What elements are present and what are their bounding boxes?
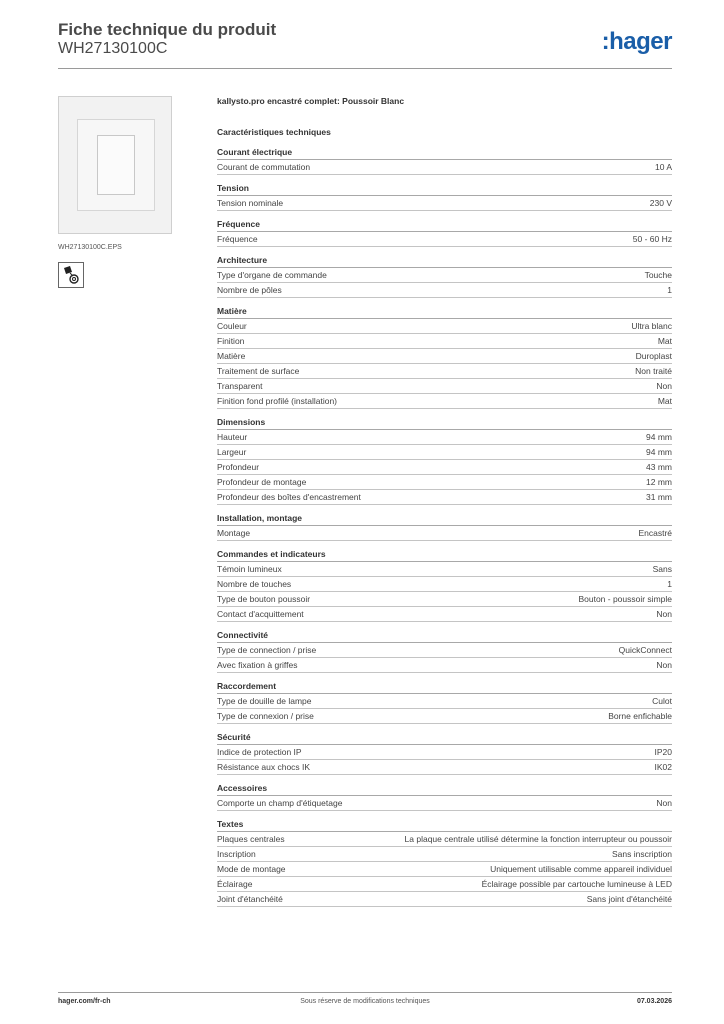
spec-group-title: Installation, montage <box>217 512 672 526</box>
spec-group-title: Matière <box>217 305 672 319</box>
spec-value: 230 V <box>649 198 672 208</box>
spec-row <box>217 349 672 364</box>
spec-group-title: Connectivité <box>217 629 672 643</box>
spec-row <box>217 562 672 577</box>
spec-row <box>217 160 672 175</box>
spec-group <box>217 548 672 622</box>
characteristics-heading: Caractéristiques techniques <box>217 127 331 137</box>
spec-value: Ultra blanc <box>631 321 672 331</box>
spec-label: Nombre de touches <box>217 579 292 589</box>
spec-group-title: Commandes et indicateurs <box>217 548 672 562</box>
spec-row <box>217 268 672 283</box>
spec-groups <box>217 146 672 907</box>
spec-row <box>217 709 672 724</box>
product-name: kallysto.pro encastré complet: Poussoir Blanc <box>217 96 405 106</box>
spec-group <box>217 782 672 811</box>
spec-row <box>217 643 672 658</box>
spec-row <box>217 892 672 907</box>
spec-group-title: Accessoires <box>217 782 672 796</box>
spec-row <box>217 526 672 541</box>
spec-value: Duroplast <box>635 351 672 361</box>
spec-row <box>217 694 672 709</box>
spec-value: IP20 <box>654 747 672 757</box>
spec-label: Tension nominale <box>217 198 284 208</box>
product-reference: WH27130100C <box>58 40 168 57</box>
spec-group-title: Textes <box>217 818 672 832</box>
spec-value: Bouton - poussoir simple <box>578 594 672 604</box>
spec-value: Uniquement utilisable comme appareil individuel <box>490 864 672 874</box>
spec-label: Contact d'acquittement <box>217 609 304 619</box>
spec-label: Type de connexion / prise <box>217 711 314 721</box>
spec-value: 94 mm <box>646 447 672 457</box>
spec-label: Couleur <box>217 321 247 331</box>
spec-value: Non <box>656 660 672 670</box>
footer-divider <box>58 992 672 993</box>
spec-row <box>217 760 672 775</box>
spec-label: Largeur <box>217 447 247 457</box>
spec-group <box>217 680 672 724</box>
spec-label: Hauteur <box>217 432 248 442</box>
spec-label: Courant de commutation <box>217 162 311 172</box>
spec-row <box>217 334 672 349</box>
spec-content <box>217 96 672 914</box>
spec-group <box>217 512 672 541</box>
spec-row <box>217 319 672 334</box>
spec-label: Témoin lumineux <box>217 564 282 574</box>
spec-value: Non traité <box>635 366 672 376</box>
spec-value: 1 <box>667 579 672 589</box>
spec-label: Résistance aux chocs IK <box>217 762 311 772</box>
spec-label: Type de connection / prise <box>217 645 317 655</box>
spec-label: Type d'organe de commande <box>217 270 327 280</box>
spec-row <box>217 577 672 592</box>
spec-label: Type de bouton poussoir <box>217 594 311 604</box>
spec-group <box>217 731 672 775</box>
spec-label: Avec fixation à griffes <box>217 660 298 670</box>
spec-value: Mat <box>657 396 672 406</box>
spec-label: Comporte un champ d'étiquetage <box>217 798 343 808</box>
spec-label: Plaques centrales <box>217 834 285 844</box>
spec-value: Mat <box>657 336 672 346</box>
spec-row <box>217 364 672 379</box>
spec-row <box>217 745 672 760</box>
spec-value: 94 mm <box>646 432 672 442</box>
spec-value: 43 mm <box>646 462 672 472</box>
spec-label: Profondeur de montage <box>217 477 307 487</box>
spec-value: Sans inscription <box>611 849 672 859</box>
spec-group <box>217 218 672 247</box>
spec-group-title: Tension <box>217 182 672 196</box>
spec-value: Encastré <box>638 528 672 538</box>
spec-label: Nombre de pôles <box>217 285 282 295</box>
spec-value: Culot <box>652 696 672 706</box>
spec-label: Montage <box>217 528 251 538</box>
spec-label: Indice de protection IP <box>217 747 302 757</box>
switch-rocker <box>97 135 135 195</box>
spec-value: Non <box>656 609 672 619</box>
footer-notice: Sous réserve de modifications techniques <box>300 998 430 1005</box>
spec-label: Profondeur des boîtes d'encastrement <box>217 492 361 502</box>
spec-label: Finition <box>217 336 245 346</box>
spec-value: QuickConnect <box>618 645 672 655</box>
spec-row <box>217 592 672 607</box>
spec-group-title: Fréquence <box>217 218 672 232</box>
spec-row <box>217 475 672 490</box>
spec-row <box>217 490 672 505</box>
spec-row <box>217 445 672 460</box>
spec-label: Type de douille de lampe <box>217 696 312 706</box>
spec-row <box>217 430 672 445</box>
spec-label: Mode de montage <box>217 864 286 874</box>
spec-label: Profondeur <box>217 462 260 472</box>
spec-value: Borne enfichable <box>608 711 672 721</box>
spec-row <box>217 877 672 892</box>
header-divider <box>58 68 672 69</box>
spec-group <box>217 305 672 409</box>
spec-value: Sans joint d'étanchéité <box>586 894 672 904</box>
spec-row <box>217 232 672 247</box>
spec-group <box>217 146 672 175</box>
spec-row <box>217 379 672 394</box>
spec-value: 1 <box>667 285 672 295</box>
spec-label: Transparent <box>217 381 263 391</box>
spec-row <box>217 658 672 673</box>
spec-row <box>217 196 672 211</box>
spec-group <box>217 629 672 673</box>
spec-label: Joint d'étanchéité <box>217 894 283 904</box>
spec-value: Non <box>656 798 672 808</box>
spec-value: Sans <box>652 564 672 574</box>
spec-row <box>217 796 672 811</box>
spec-row <box>217 862 672 877</box>
spec-value: IK02 <box>654 762 672 772</box>
product-image <box>58 96 172 234</box>
spec-group <box>217 254 672 298</box>
spec-value: 10 A <box>654 162 672 172</box>
spec-value: Non <box>656 381 672 391</box>
footer-date: 07.03.2026 <box>636 998 672 1005</box>
spec-label: Matière <box>217 351 246 361</box>
spec-group-title: Dimensions <box>217 416 672 430</box>
hager-logo: :hager <box>601 28 672 55</box>
spec-row <box>217 460 672 475</box>
spec-label: Finition fond profilé (installation) <box>217 396 338 406</box>
page-title: Fiche technique du produit <box>58 20 277 39</box>
spec-value: 31 mm <box>646 492 672 502</box>
spec-group-title: Architecture <box>217 254 672 268</box>
spec-label: Éclairage <box>217 879 253 889</box>
spec-group <box>217 416 672 505</box>
spec-row <box>217 283 672 298</box>
spec-group-title: Courant électrique <box>217 146 672 160</box>
image-caption: WH27130100C.EPS <box>58 244 122 251</box>
page-header <box>58 20 276 58</box>
spec-row <box>217 847 672 862</box>
spec-value: 50 - 60 Hz <box>632 234 672 244</box>
spec-group-title: Raccordement <box>217 680 672 694</box>
eps-file-icon[interactable] <box>58 262 84 288</box>
spec-value: Touche <box>644 270 672 280</box>
spec-group-title: Sécurité <box>217 731 672 745</box>
spec-group <box>217 818 672 907</box>
spec-label: Inscription <box>217 849 256 859</box>
spec-value: La plaque centrale utilisé détermine la fonction interrupteur ou poussoir <box>404 834 672 844</box>
spec-row <box>217 832 672 847</box>
spec-value: 12 mm <box>646 477 672 487</box>
spec-value: Éclairage possible par cartouche lumineuse à LED <box>481 879 672 889</box>
spec-label: Traitement de surface <box>217 366 300 376</box>
spec-row <box>217 607 672 622</box>
footer-website[interactable]: hager.com/fr-ch <box>58 998 111 1005</box>
spec-label: Fréquence <box>217 234 258 244</box>
spec-row <box>217 394 672 409</box>
spec-group <box>217 182 672 211</box>
